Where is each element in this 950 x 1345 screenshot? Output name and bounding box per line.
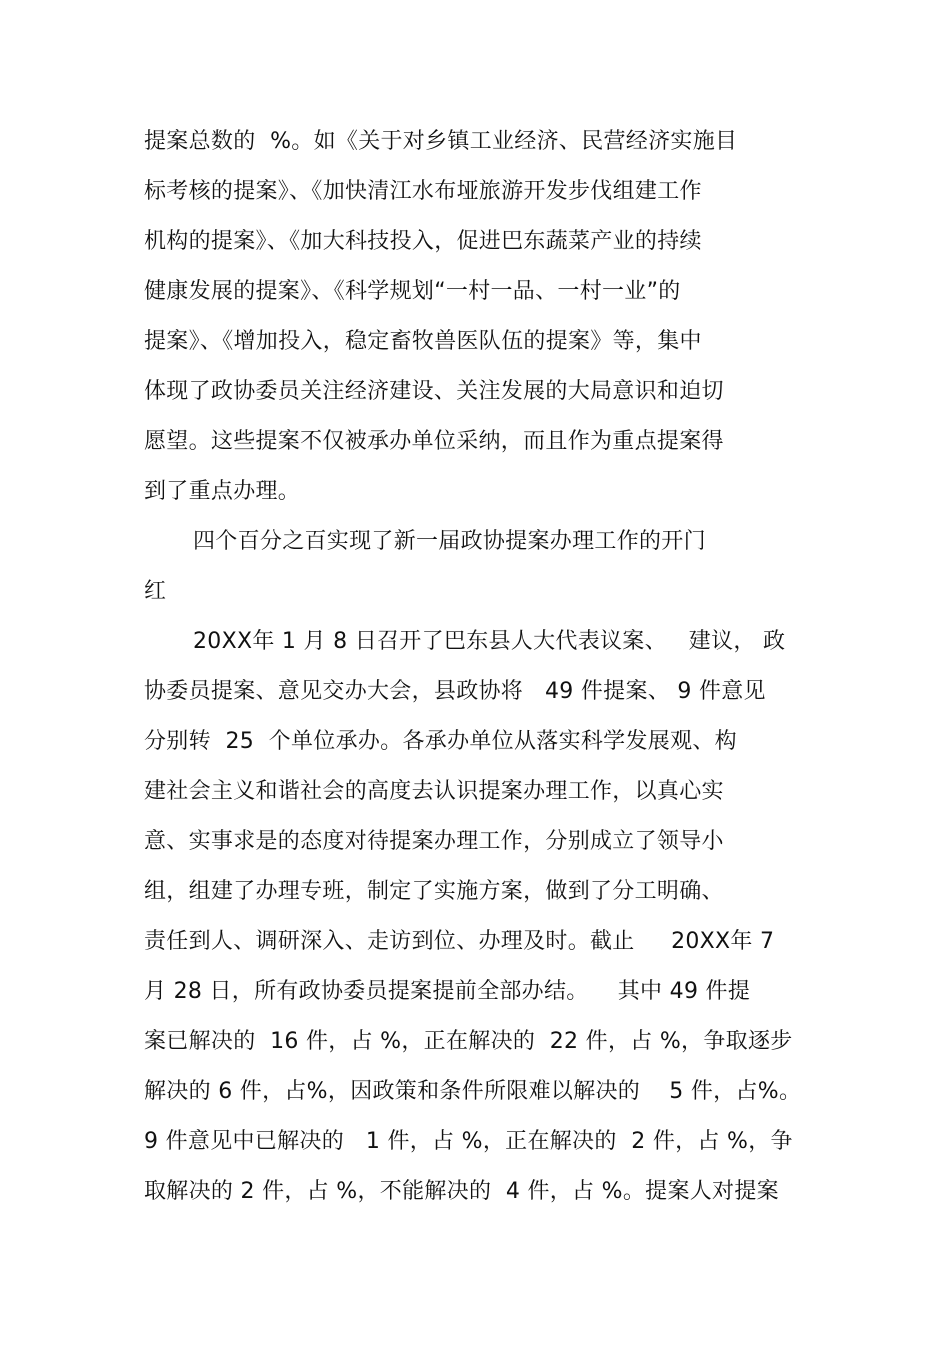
text-line-8: 到了重点办理。	[144, 479, 301, 504]
text-line-12: 协委员提案、意见交办大会，县政协将 49 件提案、 9 件意见	[144, 679, 766, 704]
text-line-22: 取解决的 2 件，占 %，不能解决的 4 件，占 %。提案人对提案	[144, 1179, 779, 1204]
text-line-17: 责任到人、调研深入、走访到位、办理及时。截止 20XX年 7	[144, 929, 775, 954]
text-line-4: 健康发展的提案》、《科学规划“一村一品、一村一业”的	[144, 279, 681, 304]
text-line-16: 组，组建了办理专班，制定了实施方案，做到了分工明确、	[144, 879, 724, 904]
text-line-14: 建社会主义和谐社会的高度去认识提案办理工作，以真心实	[144, 779, 724, 804]
section-heading-line-1: 四个百分之百实现了新一届政协提案办理工作的开门	[193, 529, 706, 554]
text-line-3: 机构的提案》、《加大科技投入，促进巴东蔬菜产业的持续	[144, 229, 702, 254]
text-line-11: 20XX年 1 月 8 日召开了巴东县人大代表议案、 建议， 政	[193, 629, 786, 654]
text-line-20: 解决的 6 件，占%，因政策和条件所限难以解决的 5 件，占%。	[144, 1079, 802, 1104]
text-line-13: 分别转 25 个单位承办。各承办单位从落实科学发展观、构	[144, 729, 737, 754]
text-line-18: 月 28 日，所有政协委员提案提前全部办结。 其中 49 件提	[144, 979, 751, 1004]
text-line-19: 案已解决的 16 件，占 %，正在解决的 22 件，占 %，争取逐步	[144, 1029, 793, 1054]
text-line-21: 9 件意见中已解决的 1 件，占 %，正在解决的 2 件，占 %，争	[144, 1129, 793, 1154]
text-line-7: 愿望。这些提案不仅被承办单位采纳，而且作为重点提案得	[144, 429, 724, 454]
section-heading-line-2: 红	[144, 579, 167, 604]
text-line-2: 标考核的提案》、《加快清江水布垭旅游开发步伐组建工作	[144, 179, 702, 204]
text-line-1: 提案总数的 %。如《关于对乡镇工业经济、民营经济实施目	[144, 129, 738, 154]
text-line-5: 提案》、《增加投入，稳定畜牧兽医队伍的提案》等，集中	[144, 329, 702, 354]
text-line-15: 意、实事求是的态度对待提案办理工作，分别成立了领导小	[144, 829, 724, 854]
text-line-6: 体现了政协委员关注经济建设、关注发展的大局意识和迫切	[144, 379, 724, 404]
